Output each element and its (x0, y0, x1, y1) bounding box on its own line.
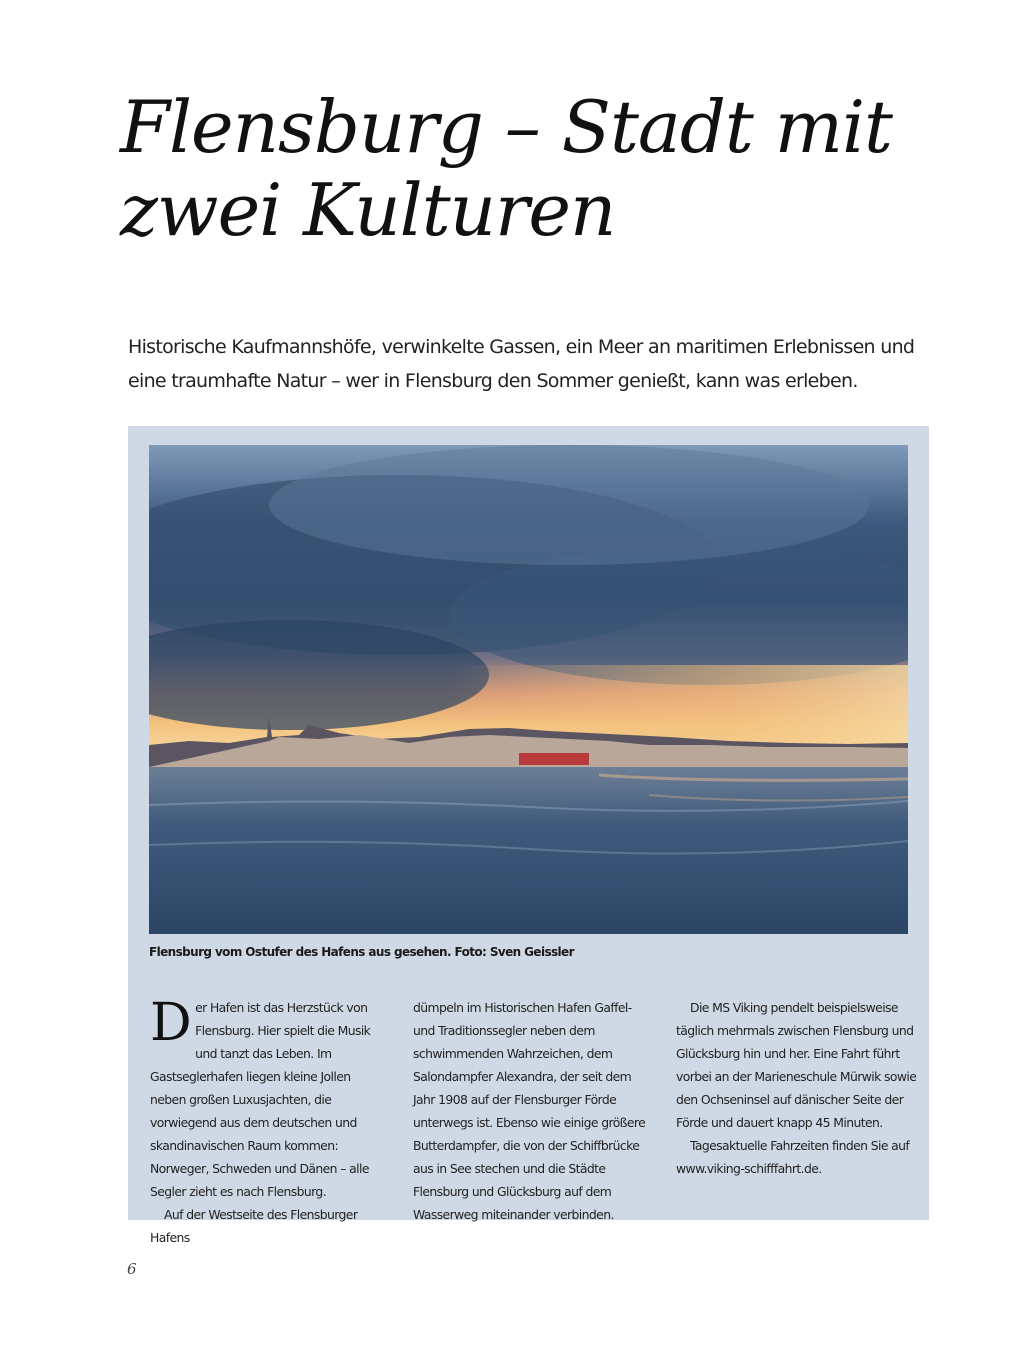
col1-paragraph-2: Auf der Westseite des Flensburger Hafens (150, 1207, 358, 1245)
col3-paragraph-2: Tagesaktuelle Fahrzeiten finden Sie auf www.viking-schifffahrt.de. (676, 1138, 910, 1176)
photo-and-text-panel (128, 426, 929, 1245)
col3-paragraph-1: Die MS Viking pendelt beispielsweise täglich mehrmals zwischen Flensburg und Glücksburg hin und her. Eine Fahrt führt vorbei an der Marieneschule Mürwik sowie den Ochseninsel auf dänischer Seite der Förde und dauert knapp 45 Minuten. (676, 1000, 917, 1130)
photo-caption: Flensburg vom Ostufer des Hafens aus gesehen. Foto: Sven Geissler (149, 945, 574, 959)
text-column-1 (150, 993, 386, 1249)
harbour-photo-illustration (149, 445, 908, 934)
text-column-3 (676, 996, 926, 1180)
article-title-line-2: zwei Kulturen (120, 167, 616, 252)
article-title (120, 86, 940, 252)
col2-paragraph-1: dümpeln im Historischen Hafen Gaffel- und Traditionssegler neben dem schwimmenden Wahrzeichen, dem Salondampfer Alexandra, der seit dem Jahr 1908 auf der Flensburger Förde unterwegs ist. Ebenso wie einige größere Butterdampfer, die von der Schiffbrücke aus in See stechen und die Städte Flensburg und Glücksburg auf dem Wasserweg miteinander verbinden. (413, 1000, 646, 1222)
lead-paragraph: Historische Kaufmannshöfe, verwinkelte Gassen, ein Meer an maritimen Erlebnissen und eine traumhafte Natur – wer in Flensburg den Sommer genießt, kann was erleben. (128, 336, 915, 392)
col1-paragraph-1: er Hafen ist das Herzstück von Flensburg. Hier spielt die Musik und tanzt das Leben. Im Gastseglerhafen liegen kleine Jollen neben großen Luxusjachten, die vorwiegend aus dem deutschen und skandinavischen Raum kommen: Norweger, Schweden und Dänen – alle Segler zieht es nach Flensburg. (150, 1000, 371, 1199)
harbour-photo (149, 445, 908, 934)
article-title-line-1: Flensburg – Stadt mit (120, 85, 892, 169)
text-column-2 (413, 996, 653, 1226)
drop-cap: D (150, 993, 192, 1053)
page-number: 6 (127, 1260, 137, 1278)
